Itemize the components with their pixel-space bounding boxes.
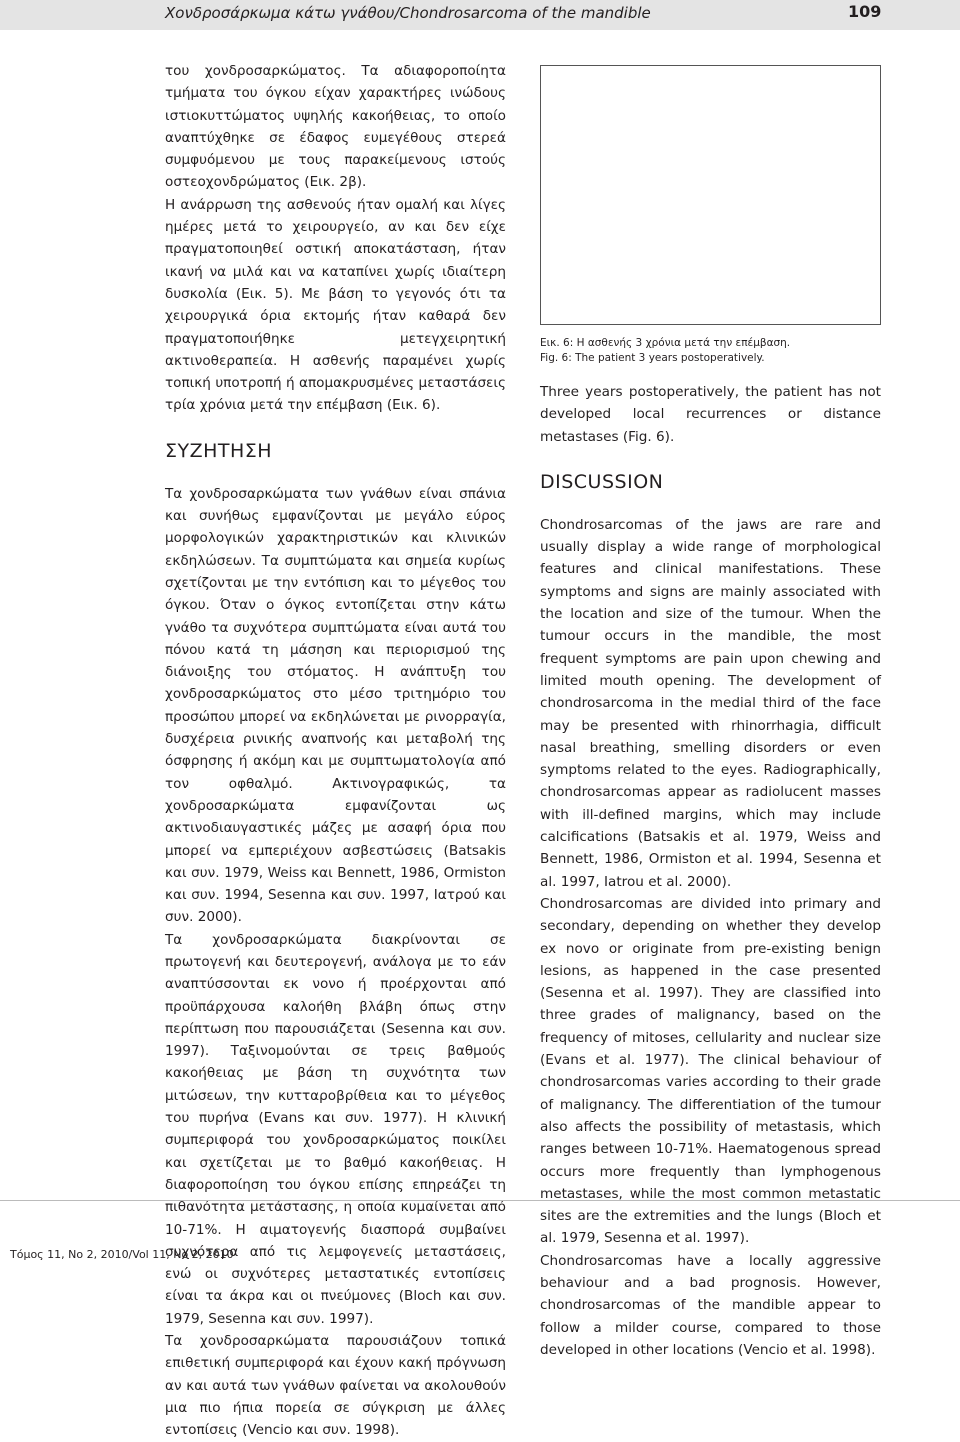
running-header-title: Χονδροσάρκωμα κάτω γνάθου/Chondrosarcoma of the mandible xyxy=(165,4,651,22)
running-header xyxy=(0,0,960,30)
paragraph: του χονδροσαρκώματος. Τα αδιαφοροποίητα τμήματα του όγκου είχαν χαρακτήρες ινώδους ιστιοκυττώματος υψηλής κακοήθειας, το οποίο αναπτύχθηκε σε έδαφος ευμεγέθους στερεά συμφυόμενου με τους παρακείμενους ιστούς οστεοχονδρώματος (Εικ. 2β). xyxy=(165,63,506,191)
left-column-greek xyxy=(165,60,506,1442)
paragraph: Τα χονδροσαρκώματα παρουσιάζουν τοπικά επιθετική συμπεριφορά και έχουν κακή πρόγνωση αν και αυτά των γνάθων φαίνεται να ακολουθούν μια πιο ήπια πορεία σε σύγκριση με άλλες εντοπίσεις (Vencio και συν. 1998). xyxy=(165,1333,506,1439)
paragraph: Chondrosarcomas are divided into primary and secondary, depending on whether they develop ex novo or originate from pre-existing benign lesions, as happened in the case presented (Sesenna et al. 1997). They are classified into three grades of malignancy, based on the frequency of mitoses, cellularity and nuclear size (Evans et al. 1977). The clinical behaviour of chondrosarcomas varies according to their grade of malignancy. The differentiation of the tumour also affects the possibility of metastasis, which ranges between 10-71%. Haematogenous spread occurs more frequently than lymphogenous metastases, while the most common metastatic sites are the extremities and the lungs (Bloch et al. 1979, Sesenna et al. 1997). xyxy=(540,895,881,1247)
caption-greek-label: Εικ. 6: xyxy=(540,337,574,349)
paragraph: Chondrosarcomas of the jaws are rare and usually display a wide range of morphological features and clinical manifestations. These symptoms and signs are mainly associated with the location and size of the tumour. When the tumour occurs in the mandible, the most frequent symptoms are pain upon chewing and limited mouth opening. The development of chondrosarcoma in the medial third of the face may be presented with rhinorrhagia, difficult nasal breathing, smelling disorders or even symptoms related to the eyes. Radiographically, chondrosarcomas appear as radiolucent masses with ill-defined margins, which may include calcifications (Batsakis et al. 1979, Weiss and Bennett, 1986, Ormiston et al. 1994, Sesenna et al. 1997, Iatrou et al. 2000). xyxy=(540,516,881,890)
paragraph: Chondrosarcomas have a locally aggressive behaviour and a bad prognosis. However, chondrosarcomas of the mandible appear to follow a milder course, compared to those developed in other locations (Vencio et al. 1998). xyxy=(540,1252,881,1358)
right-column-english xyxy=(540,381,881,1361)
caption-english-text: The patient 3 years postoperatively. xyxy=(575,351,765,364)
footer-volume-info: Τόμος 11, No 2, 2010/Vol 11, No 2, 2010 xyxy=(10,1248,234,1261)
section-title-greek: ΣΥΖΗΤΗΣΗ xyxy=(165,439,273,462)
paragraph: Τα χονδροσαρκώματα των γνάθων είναι σπάνια και συνήθως εμφανίζονται με μεγάλο εύρος μορφολογικών χαρακτηριστικών και κλινικών εκδηλώσεων. Τα συμπτώματα και σημεία κυρίως σχετίζονται με την εντόπιση και το μέγεθος του όγκου. Όταν ο όγκος εντοπίζεται στην κάτω γνάθο τα συχνότερα συμπτώματα είναι αυτά του πόνου κατά τη μάσηση και περιορισμού της διάνοιξης του στόματος. Η ανάπτυξη του χονδροσαρκώματος στο μέσο τριτημόριο του προσώπου μπορεί να εκδηλώνεται με ρινορραγία, δυσχέρεια ρινικής αναπνοής και μεταβολή της όσφρησης ή ακόμη και με συμπτωματολογία από τον οφθαλμό. Ακτινογραφικώς, τα χονδροσαρκώματα εμφανίζονται ως ακτινοδιαυγαστικές μάζες με ασαφή όρια που μπορεί να εμπεριέχουν ασβεστώσεις (Batsakis και συν. 1979, Weiss και Bennett, 1986, Ormiston και συν. 1994, Sesenna και συν. 1997, Ιατρού και συν. 2000). xyxy=(165,485,506,926)
section-title-english: DISCUSSION xyxy=(540,470,664,493)
caption-greek-text: Η ασθενής 3 χρόνια μετά την επέμβαση. xyxy=(576,337,791,349)
paragraph: Τα χονδροσαρκώματα διακρίνονται σε πρωτογενή και δευτερογενή, ανάλογα με το εάν αναπτύσσονται εκ νονο ή προέρχονται από προϋπάρχουσα καλοήθη βλάβη όπως στην περίπτωση που παρουσιάζεται (Sesenna και συν. 1997). Ταξινομούνται σε τρεις βαθμούς κακοήθειας με βάση τη συχνότητα των μιτώσεων, την κυτταροβρίθεια και το μέγεθος του πυρήνα (Evans και συν. 1977). Η κλινική συμπεριφορά του χονδροσαρκώματος ποικίλει και σχετίζεται με το βαθμό κακοήθειας. Η διαφοροποίηση του όγκου επίσης επηρεάζει τη πιθανότητα μετάστασης, η οποία κυμαίνεται από 10-71%. Η αιματογενής διασπορά συμβαίνει συχνότερα από τις λεμφογενείς μεταστάσεις, ενώ οι συχνότερες μεταστατικές εντοπίσεις είναι τα άκρα και οι πνεύμονες (Bloch και συν. 1979, Sesenna και συν. 1997). xyxy=(165,931,506,1327)
figure-6-caption xyxy=(540,336,881,365)
paragraph: Η ανάρρωση της ασθενούς ήταν ομαλή και λίγες ημέρες μετά το χειρουργείο, αν και δεν είχε πραγματοποιηθεί οστική αποκατάσταση, ήταν ικανή να μιλά και να καταπίνει χωρίς ιδιαίτερη δυσκολία (Εικ. 5). Με βάση το γεγονός ότι τα χειρουργικά όρια εκτομής ήταν καθαρά δεν πραγματοποιήθηκε μετεγχειρητική ακτινοθεραπεία. Η ασθενής παραμένει χωρίς τοπική υποτροπή ή απομακρυσμένες μεταστάσεις τρία χρόνια μετά την επέμβαση (Εικ. 6). xyxy=(165,196,506,414)
footer-divider xyxy=(0,1200,960,1201)
caption-english xyxy=(540,351,881,366)
caption-english-label: Fig. 6: xyxy=(540,351,572,364)
paragraph: Three years postoperatively, the patient has not developed local recurrences or distance metastases (Fig. 6). xyxy=(540,384,881,445)
caption-greek xyxy=(540,336,881,351)
page-number: 109 xyxy=(848,2,882,21)
figure-6-image-placeholder xyxy=(540,65,881,325)
